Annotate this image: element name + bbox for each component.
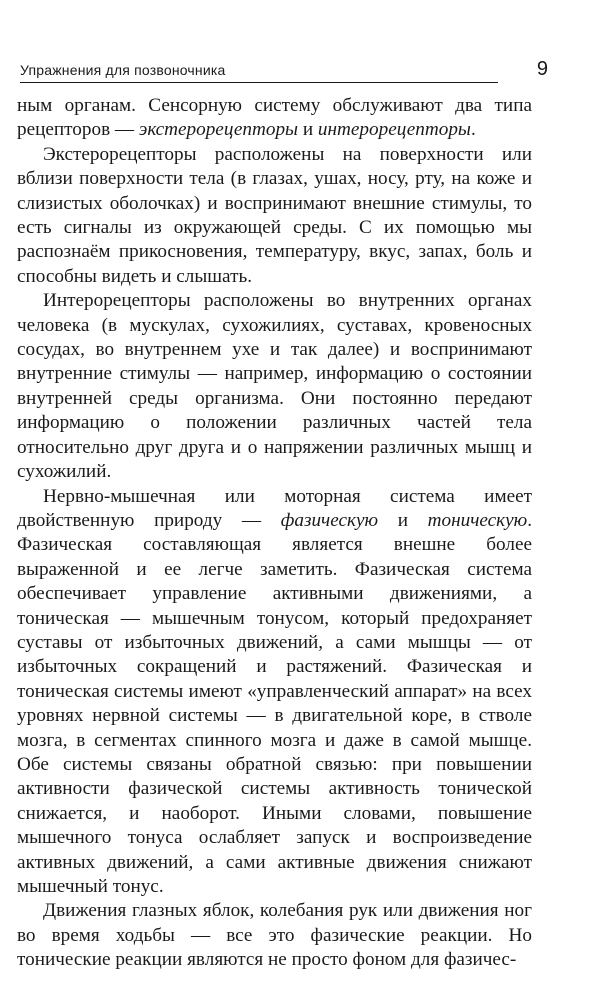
paragraph-phasic-reactions: Движения глазных яблок, колебания рук или движения ног во время ходьбы — все это фазические реакции. Но тонические реакции являются не просто фоном для фазичес- (17, 900, 532, 971)
header-rule (20, 82, 498, 83)
term-tonic: тоническую (427, 509, 528, 531)
running-head: Упражнения для позвоночника (20, 62, 226, 78)
term-interoreceptors: интерорецепторы (317, 119, 471, 141)
term-exteroreceptors: экстерорецепторы (138, 119, 299, 141)
paragraph-continuation (17, 94, 532, 143)
text-run: и (378, 509, 428, 531)
term-phasic: фазическую (280, 509, 379, 531)
paragraph-interoreceptors: Интерорецепторы расположены во внутренних органах человека (в мускулах, сухожилиях, суставах, кровеносных сосудах, во внутреннем ухе и так далее) и воспринимают внутренние стимулы — например, информацию о состоянии внутренней среды организма. Они постоянно передают информацию о положении различных частей тела относительно друг друга и о напряжении различных мышц и сухожилий. (17, 290, 532, 483)
paragraph-neuromuscular-system (17, 485, 532, 900)
page-header (20, 58, 548, 86)
text-run: . (470, 119, 476, 141)
text-run: . Фазическая составляющая является внешне более выраженной и ее легче заметить. Фазическая система обеспечивает управление активными движениями, а тоническая — мышечным тонусом, который предохраняет суставы от избыточных движений, а сами мышцы — от избыточных сокращений и растяжений. Фазическая и тоническая системы имеют «управленческий аппарат» на всех уровнях нервной системы — в двигательной коре, в стволе мозга, в сегментах спинного мозга и даже в самой мышце. Обе системы связаны обратной связью: при повышении активности фазической системы активность тонической снижается, и наоборот. Иными словами, повышение мышечного тонуса ослабляет запуск и воспроизведение активных движений, а сами активные движения снижают мышечный тонус. (17, 509, 532, 897)
body-text (17, 94, 532, 973)
text-run: Нервно-мышечная или моторная система имеет двойственную природу — (17, 485, 532, 531)
text-run: ным органам. Сенсорную систему обслуживают два типа рецепторов — (17, 95, 532, 141)
text-run: и (298, 119, 318, 141)
page-number: 9 (536, 58, 548, 80)
paragraph-exteroreceptors: Экстерорецепторы расположены на поверхности или вблизи поверхности тела (в глазах, ушах, носу, рту, на коже и слизистых оболочках) и воспринимают внешние стимулы, то есть сигналы из окружающей среды. С их помощью мы распознаём прикосновения, температуру, вкус, запах, боль и способны видеть и слышать. (17, 143, 532, 287)
